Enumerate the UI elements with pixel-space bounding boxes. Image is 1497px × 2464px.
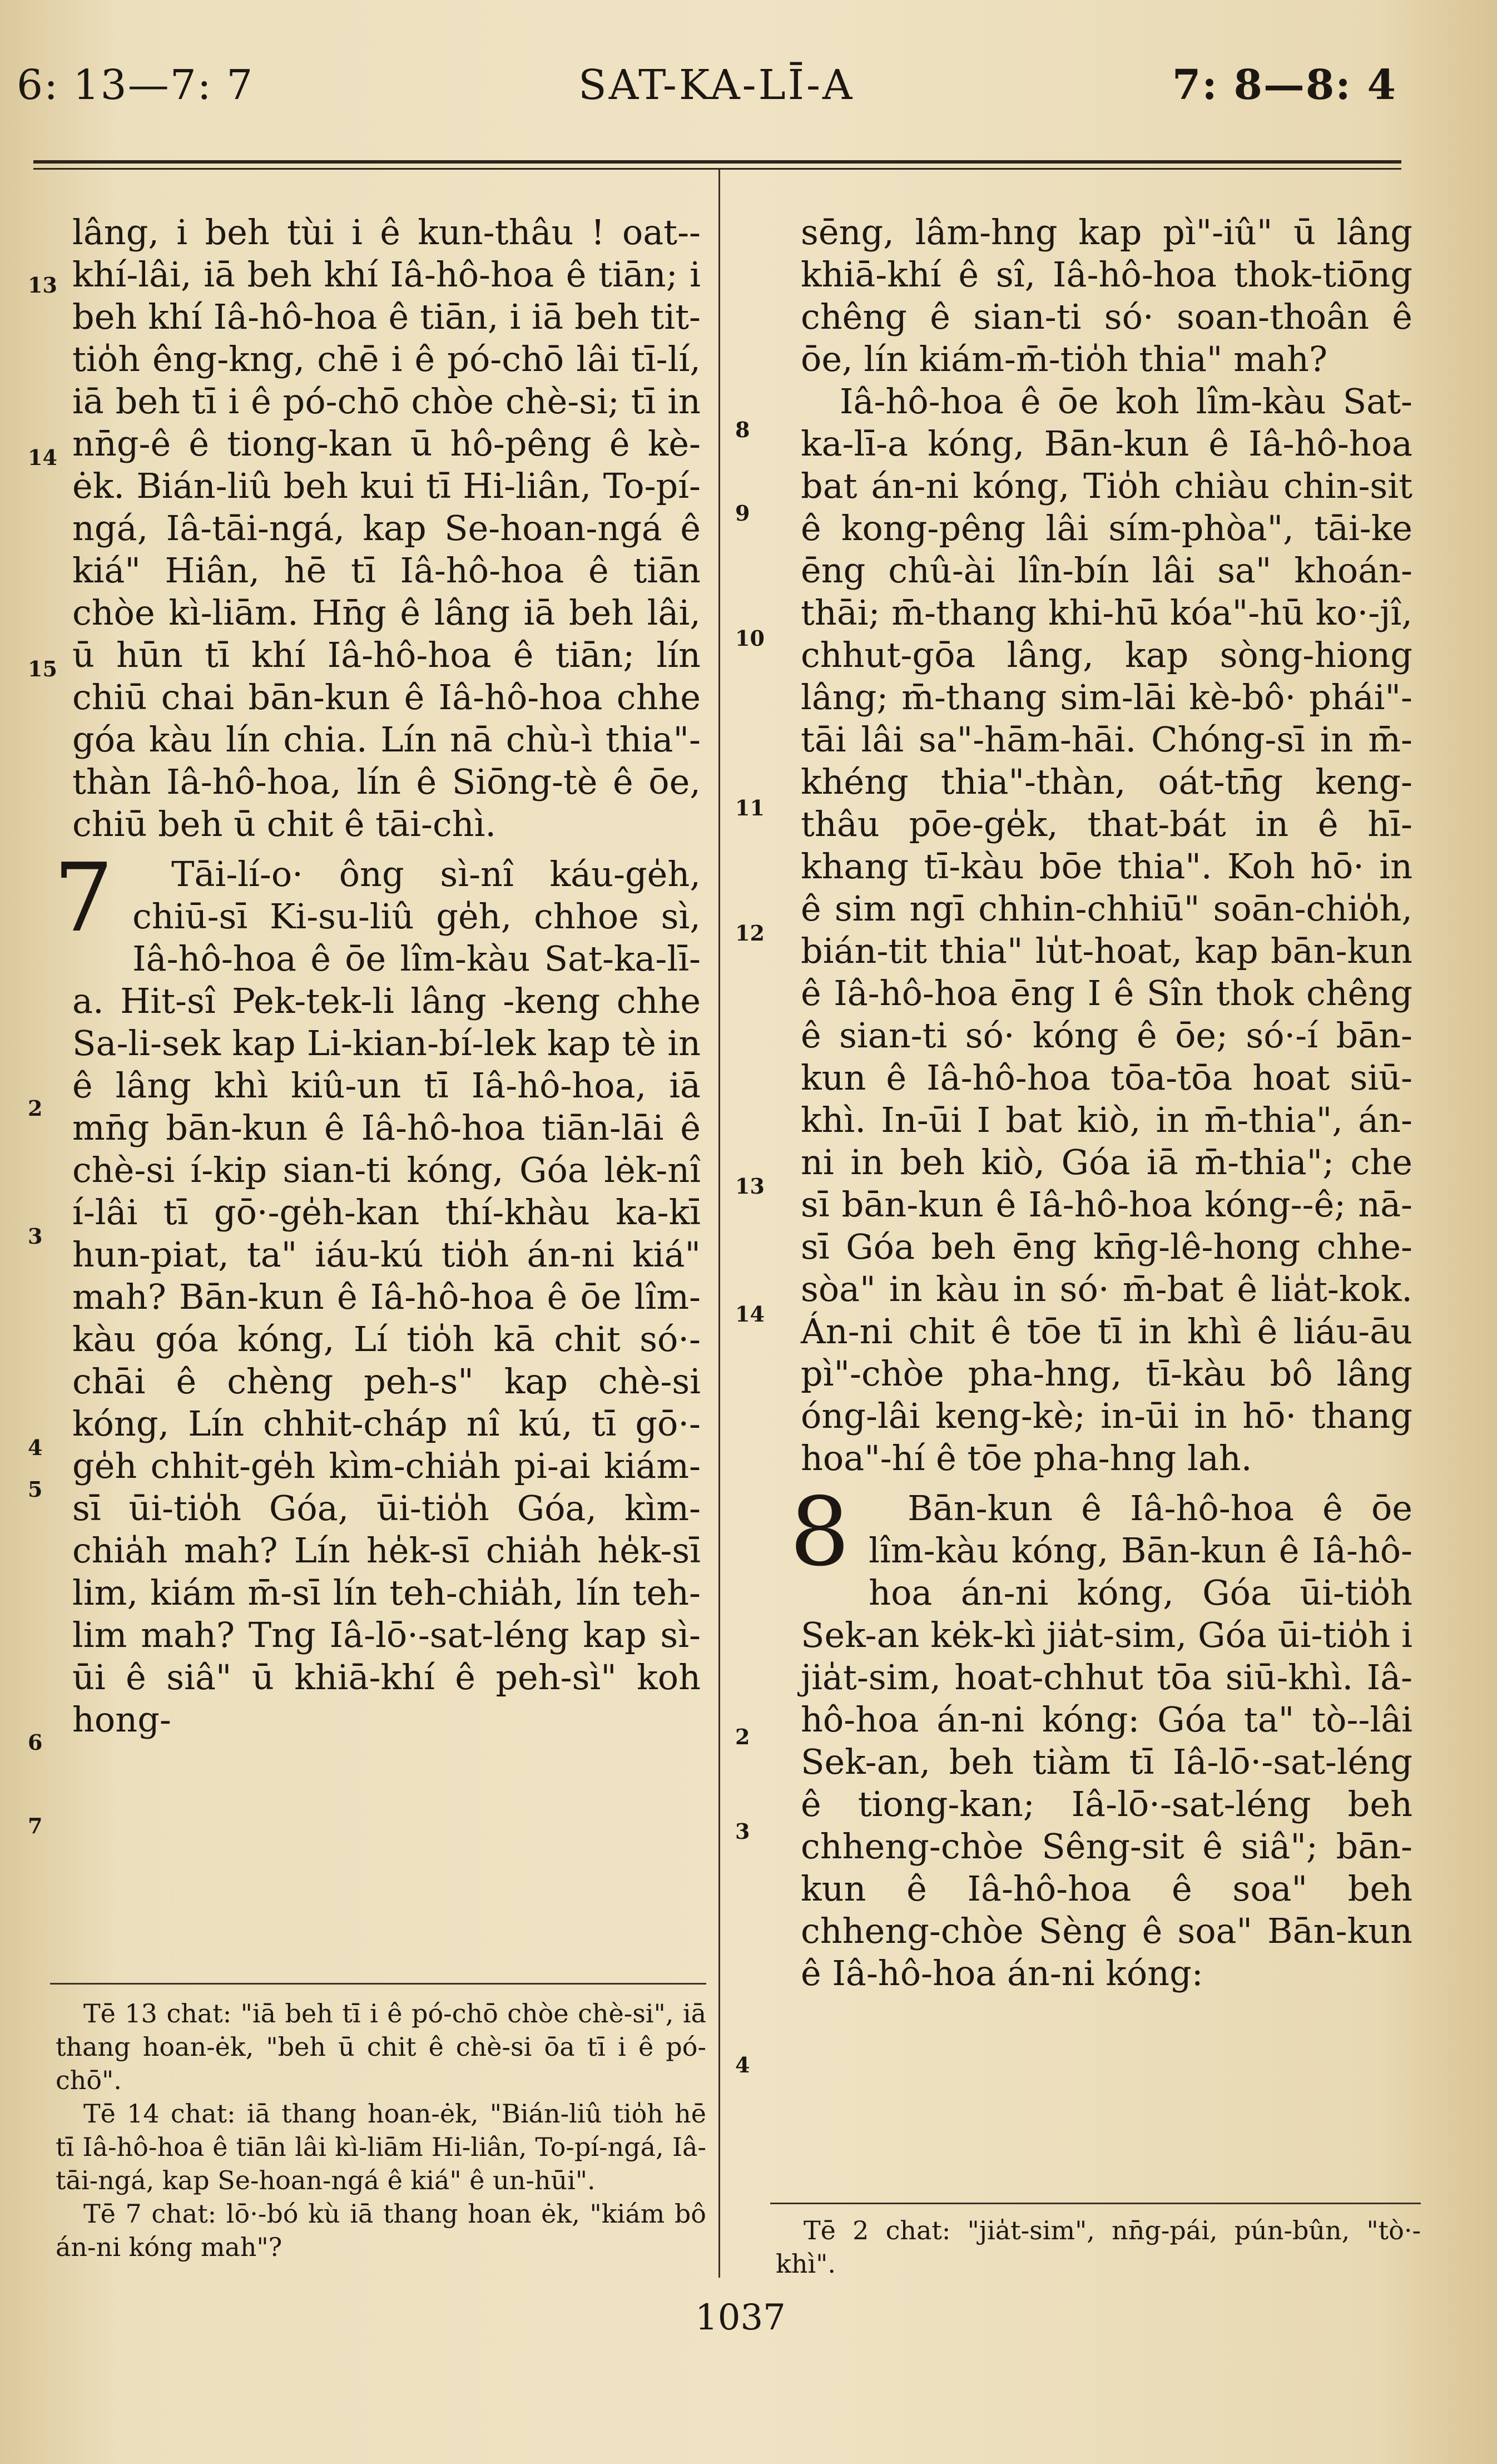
verse-number: 4 (735, 2052, 750, 2077)
verse-number: 6 (28, 1730, 43, 1755)
verse-number: 14 (28, 445, 57, 470)
chapter-7-text: Tāi-lí-o· ông sì-nî káu-ge̍h, chiū-sī Ki-su-liû ge̍h, chhoe sì, Iâ-hô-hoa ê ōe lîm-kàu Sat-ka-lī-a. Hit-sî Pek-tek-li lâng -keng chhe Sa-li-sek kap Li-kian-bí-lek kap tè in ê lâng khì kiû-un tī Iâ-hô-hoa, iā mn̄g bān-kun ê Iâ-hô-hoa tiān-lāi ê chè-si í-kip sian-ti kóng, Góa lėk-nî í-lâi tī gō·-ge̍h-kan thí-khàu ka-kī hun-piat, ta" iáu-kú tio̍h án-ni kiá" mah? Bān-kun ê Iâ-hô-hoa ê ōe lîm-kàu góa kóng, Lí tio̍h kā chit só·-chāi ê chèng peh-s" kap chè-si kóng, Lín chhit-cháp nî kú, tī gō·-ge̍h chhit-ge̍h kìm-chia̍h pi-ai kiám-sī ūi-tio̍h Góa, ūi-tio̍h Góa, kìm-chia̍h mah? Lín he̍k-sī chia̍h he̍k-sī lim, kiám m̄-sī lín teh-chia̍h, lín teh-lim mah? Tng Iâ-lō·-sat-léng kap sì-ūi ê siâ" ū khiā-khí ê peh-sì" koh hong- (72, 854, 701, 1740)
footnote-rule (50, 1983, 706, 1985)
chapter-number: 7 (53, 843, 114, 953)
verse-number: 12 (735, 921, 765, 946)
right-footnotes (776, 2214, 1421, 2280)
verse-number: 3 (28, 1224, 43, 1249)
verse-number: 13 (28, 273, 57, 298)
page-number: 1037 (695, 2297, 786, 2338)
left-column (53, 211, 701, 1741)
column-divider (718, 170, 720, 2278)
header-right-reference: 7: 8—8: 4 (1172, 61, 1397, 109)
footnote-rule (770, 2203, 1421, 2204)
header-rule (33, 160, 1401, 164)
left-footnotes (56, 1997, 706, 2264)
verse-number: 2 (735, 1724, 750, 1749)
chapter-8-paragraph (790, 1477, 1412, 1995)
verse-number: 8 (735, 417, 750, 442)
chapter-8-text: Bān-kun ê Iâ-hô-hoa ê ōe lîm-kàu kóng, Bān-kun ê Iâ-hô-hoa án-ni kóng, Góa ūi-tio̍h Sek-an kėk-kì jia̍t-sim, Góa ūi-tio̍h i jia̍t-sim, hoat-chhut tōa siū-khì. Iâ-hô-hoa án-ni kóng: Góa ta" tò--lâi Sek-an, beh tiàm tī Iâ-lō·-sat-léng ê tiong-kan; Iâ-lō·-sat-léng beh chheng-chòe Sêng-sit ê siâ"; bān-kun ê Iâ-hô-hoa ê soa" beh chheng-chòe Sèng ê soa" Bān-kun ê Iâ-hô-hoa án-ni kóng: (801, 1488, 1412, 1993)
header-left-reference: 6: 13—7: 7 (17, 61, 254, 109)
verse-number: 2 (28, 1096, 43, 1121)
verse-number: 4 (28, 1435, 43, 1460)
right-paragraph: sēng, lâm-hng kap pì"-iû" ū lâng khiā-khí ê sî, Iâ-hô-hoa thok-tiōng chêng ê sian-ti só· soan-thoân ê ōe, lín kiám-m̄-tio̍h thia" mah? (801, 212, 1412, 379)
footnote: Tē 14 chat: iā thang hoan-ėk, "Bián-liû tio̍h hē tī Iâ-hô-hoa ê tiān lâi kì-liām Hi-liân, To-pí-ngá, Iâ-tāi-ngá, kap Se-hoan-ngá ê kiá" ê un-hūi". (56, 2099, 706, 2195)
right-paragraph: Iâ-hô-hoa ê ōe koh lîm-kàu Sat-ka-lī-a kóng, Bān-kun ê Iâ-hô-hoa bat án-ni kóng, Tio̍h chiàu chin-sit ê kong-pêng lâi sím-phòa", tāi-ke ēng chû-ài lîn-bín lâi sa" khoán-thāi; m̄-thang khi-hū kóa"-hū ko·-jî, chhut-gōa lâng, kap sòng-hiong lâng; m̄-thang sim-lāi kè-bô· phái"-tāi lâi sa"-hām-hāi. Chóng-sī in m̄-khéng thia"-thàn, oát-tn̄g keng-thâu pōe-ge̍k, that-bát in ê hī-khang tī-kàu bōe thia". Koh hō· in ê sim ngī chhin-chhiū" soān-chio̍h, bián-tit thia" lu̍t-hoat, kap bān-kun ê Iâ-hô-hoa ēng I ê Sîn thok chêng ê sian-ti só· kóng ê ōe; só·-í bān-kun ê Iâ-hô-hoa tōa-tōa hoat siū-khì. In-ūi I bat kiò, in m̄-thia", án-ni in beh kiò, Góa iā m̄-thia"; che sī bān-kun ê Iâ-hô-hoa kóng--ê; nā-sī Góa beh ēng kn̄g-lê-hong chhe-sòa" in kàu in só· m̄-bat ê lia̍t-kok. Án-ni chit ê tōe tī in khì ê liáu-āu pì"-chòe pha-hng, tī-kàu bô lâng óng-lâi keng-kè; in-ūi in hō· thang hoa"-hí ê tōe pha-hng lah. (801, 381, 1412, 1478)
verse-number: 14 (735, 1302, 765, 1327)
verse-number: 11 (735, 795, 765, 820)
header-rule-thin (33, 168, 1401, 170)
chapter-number: 8 (790, 1477, 850, 1587)
footnote: Tē 13 chat: "iā beh tī i ê pó-chō chòe chè-si", iā thang hoan-ėk, "beh ū chit ê chè-si ōa tī i ê pó-chō". (56, 1998, 706, 2095)
verse-number: 3 (735, 1819, 750, 1844)
right-column (790, 211, 1412, 1995)
chapter-7-paragraph (53, 843, 701, 1741)
verse-number: 10 (735, 626, 765, 651)
verse-number: 13 (735, 1174, 765, 1199)
verse-number: 15 (28, 656, 57, 681)
verse-number: 9 (735, 501, 750, 526)
verse-number: 5 (28, 1477, 43, 1502)
header-book-title: SAT-KA-LĪ-A (578, 61, 855, 109)
verse-number: 7 (28, 1813, 43, 1838)
footnote: Tē 2 chat: "jia̍t-sim", nn̄g-pái, pún-bûn, "tò·-khì". (776, 2215, 1421, 2279)
footnote: Tē 7 chat: lō·-bó kù iā thang hoan ėk, "kiám bô án-ni kóng mah"? (56, 2199, 706, 2262)
left-paragraph: lâng, i beh tùi i ê kun-thâu ! oat--khí-lâi, iā beh khí Iâ-hô-hoa ê tiān; i beh khí Iâ-hô-hoa ê tiān, i iā beh tit-tio̍h êng-kng, chē i ê pó-chō lâi tī-lí, iā beh tī i ê pó-chō chòe chè-si; tī in nn̄g-ê ê tiong-kan ū hô-pêng ê kè-ėk. Bián-liû beh kui tī Hi-liân, To-pí-ngá, Iâ-tāi-ngá, kap Se-hoan-ngá ê kiá" Hiân, hē tī Iâ-hô-hoa ê tiān chòe kì-liām. Hn̄g ê lâng iā beh lâi, ū hūn tī khí Iâ-hô-hoa ê tiān; lín chiū chai bān-kun ê Iâ-hô-hoa chhe góa kàu lín chia. Lín nā chù-ì thia"-thàn Iâ-hô-hoa, lín ê Siōng-tè ê ōe, chiū beh ū chit ê tāi-chì. (72, 212, 701, 844)
